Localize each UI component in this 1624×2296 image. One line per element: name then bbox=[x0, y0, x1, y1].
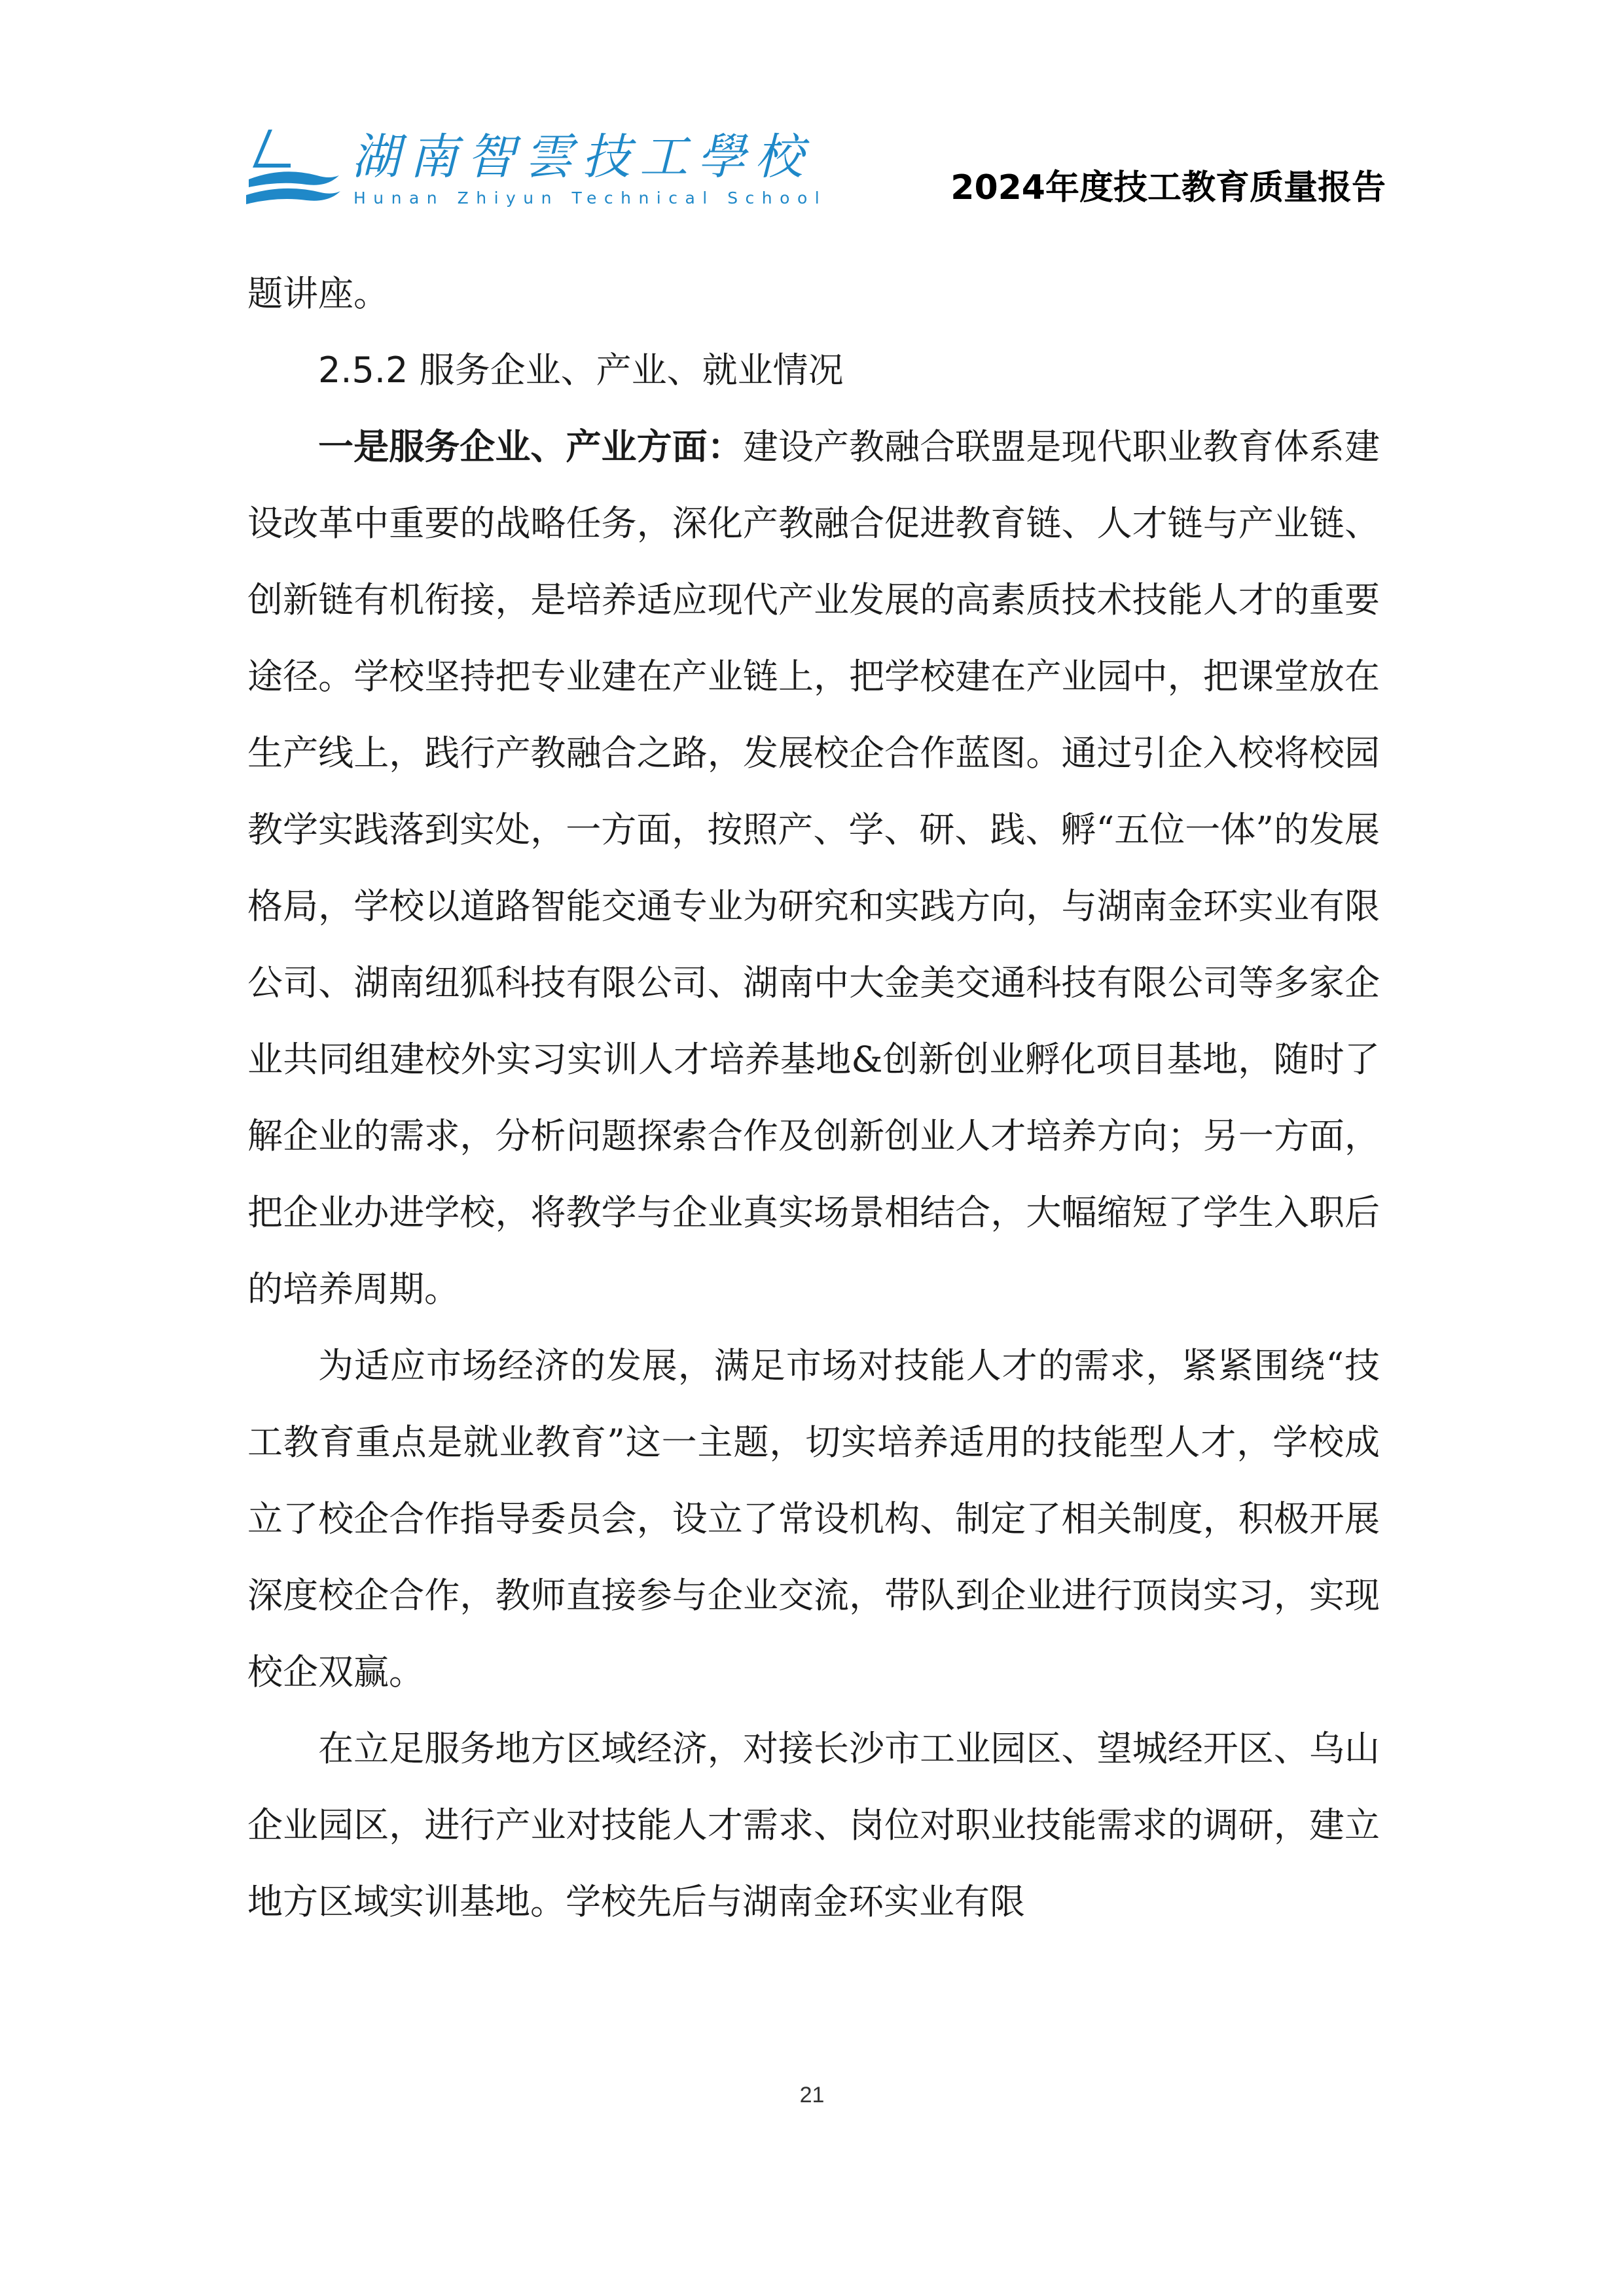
school-name-chinese: 湖南智雲技工學校 bbox=[352, 129, 812, 185]
report-title: 2024年度技工教育质量报告 bbox=[950, 168, 1386, 207]
paragraph-text: 建设产教融合联盟是现代职业教育体系建设改革中重要的战略任务，深化产教融合促进教育链、人才链与产业链、创新链有机衔接，是培养适应现代产业发展的高素质技术技能人才的重要途径。学校坚持把专业建在产业链上，把学校建在产业园中，把课堂放在生产线上，践行产教融合之路，发展校企合作蓝图。通过引企入校将校园教学实践落到实处，一方面，按照产、学、研、践、孵“五位一体”的发展格局，学校以道路智能交通专业为研究和实践方向，与湖南金环实业有限公司、湖南纽狐科技有限公司、湖南中大金美交通科技有限公司等多家企业共同组建校外实习实训人才培养基地&创新创业孵化项目基地，随时了解企业的需求，分析问题探索合作及创新创业人才培养方向；另一方面，把企业办进学校，将教学与企业真实场景相结合，大幅缩短了学生入职后的培养周期。 bbox=[247, 426, 1380, 1310]
paragraph-service-enterprise bbox=[247, 408, 1380, 1327]
school-name-english: Hunan Zhiyun Technical School bbox=[353, 188, 827, 207]
school-logo bbox=[244, 124, 827, 216]
page-header bbox=[244, 124, 1386, 223]
paragraph-lead: 一是服务企业、产业方面： bbox=[318, 426, 743, 467]
wave-logo-icon bbox=[244, 124, 342, 209]
page-body bbox=[247, 255, 1380, 1940]
page-number: 21 bbox=[799, 2083, 825, 2108]
paragraph-regional: 在立足服务地方区域经济，对接长沙市工业园区、望城经开区、乌山企业园区，进行产业对技能人才需求、岗位对职业技能需求的调研，建立地方区域实训基地。学校先后与湖南金环实业有限 bbox=[247, 1728, 1380, 1922]
section-heading: 2.5.2 服务企业、产业、就业情况 bbox=[318, 350, 844, 391]
paragraph-market: 为适应市场经济的发展，满足市场对技能人才的需求，紧紧围绕“技工教育重点是就业教育”这一主题，切实培养适用的技能型人才，学校成立了校企合作指导委员会，设立了常设机构、制定了相关制度，积极开展深度校企合作，教师直接参与企业交流，带队到企业进行顶岗实习，实现校企双赢。 bbox=[247, 1345, 1380, 1693]
continued-paragraph: 题讲座。 bbox=[247, 273, 389, 314]
